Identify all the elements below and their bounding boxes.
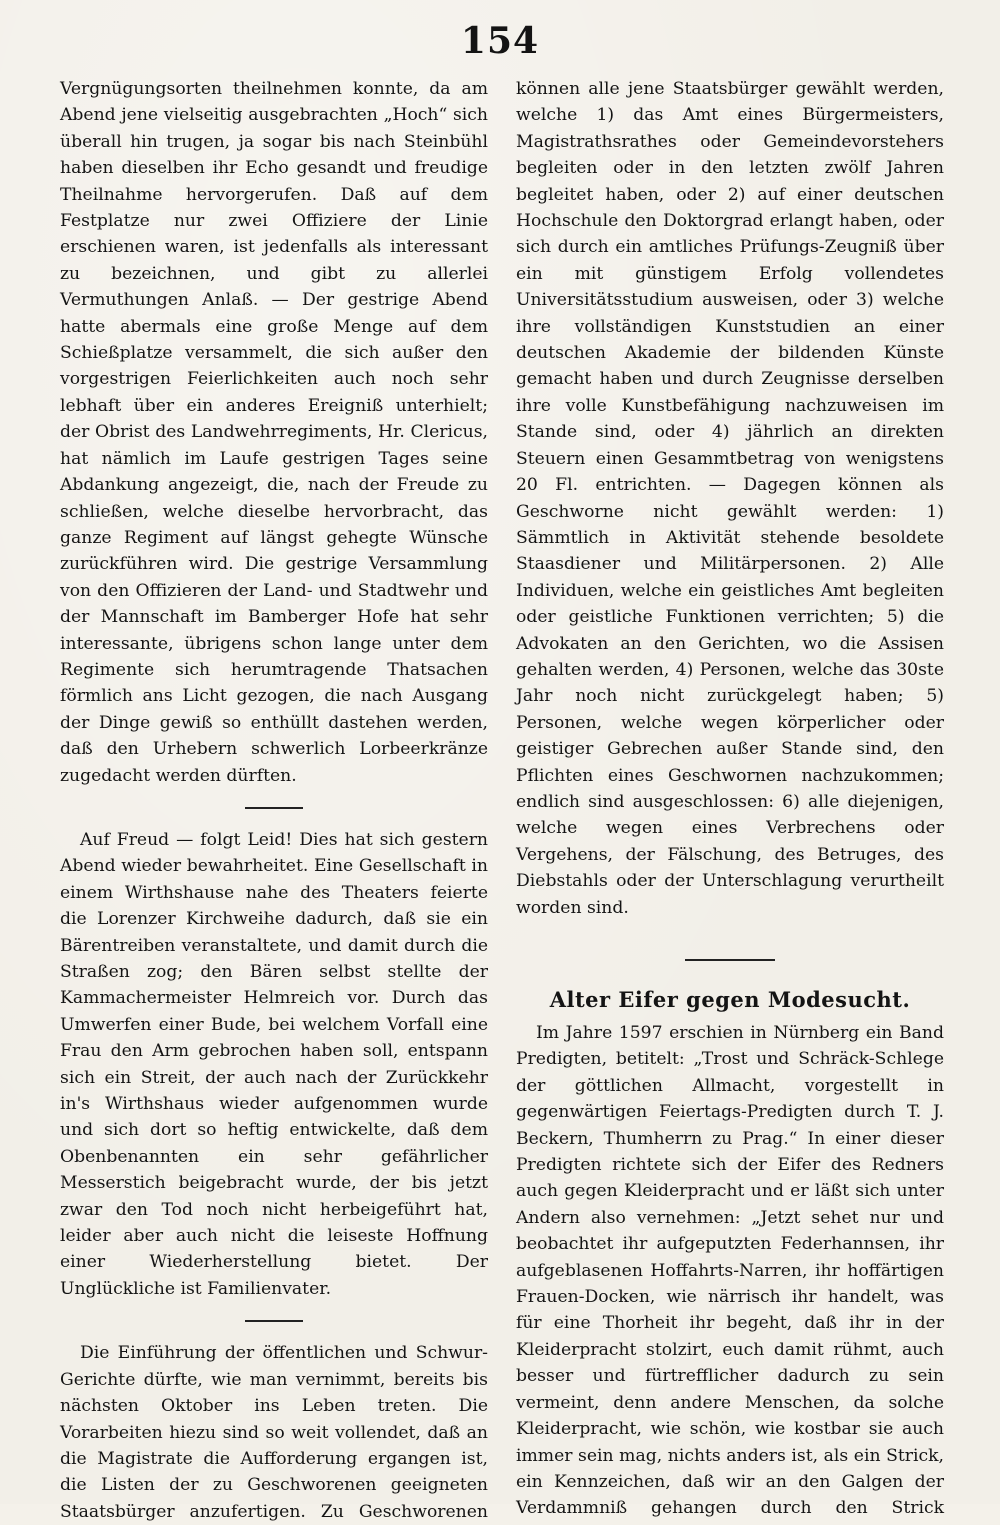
article-text-brawl: Auf Freud — folgt Leid! Dies hat sich gestern Abend wieder bewahrheitet. Eine Gesellschaft in einem Wirthshause nahe des Theaters feierte die Lorenzer Kirchweihe dadurch, daß sie ein Bärentreiben veranstaltete, und damit durch die Straßen zog; den Bären selbst stellte der Kammachermeister Helmreich vor. Durch das Umwerfen einer Bude, bei welchem Vorfall eine Frau den Arm gebrochen haben soll, entspann sich ein Streit, der auch nach der Zurückkehr in's Wirthshaus wieder aufgenommen wurde und sich dort so heftig entwickelte, daß dem Obenbenannten ein sehr gefährlicher Messerstich beigebracht wurde, der bis jetzt zwar den Tod noch nicht herbeigeführt hat, leider aber auch nicht die leiseste Hoffnung einer Wiederherstellung bietet. Der Unglückliche ist Familienvater.	[60, 829, 488, 1299]
article-text-jury-courts-continued: können alle jene Staatsbürger gewählt werden, welche 1) das Amt eines Bürgermeisters, Magistrathsrathes oder Gemeindevorstehers begleiten oder in den letzten zwölf Jahren begleitet haben, oder 2) auf einer deutschen Hochschule den Doktorgrad erlangt haben, oder sich durch ein amtliches Prüfungs-Zeugniß über ein mit günstigem Erfolg vollendetes Universitätsstudium ausweisen, oder 3) welche ihre vollständigen Kunststudien an einer deutschen Akademie der bildenden Künste gemacht haben und durch Zeugnisse derselben ihre volle Kunstbefähigung nachzuweisen im Stande sind, oder 4) jährlich an direkten Steuern einen Gesammtbetrag von wenigstens 20 Fl. entrichten. — Dagegen können als Geschworne nicht gewählt werden: 1) Sämmtlich in Aktivität stehende besoldete Staasdiener und Militärpersonen. 2) Alle Individuen, welche ein geistliches Amt begleiten oder geistliche Funktionen verrichten; 5) die Advokaten an den Gerichten, wo die Assisen gehalten werden, 4) Personen, welche das 30ste Jahr noch nicht zurückgelegt haben; 5) Personen, welche wegen körperlicher oder geistiger Gebrechen außer Stande sind, den Pflichten eines Geschwornen nachzukommen; endlich sind ausgeschlossen: 6) alle diejenigen, welche wegen eines Verbrechens oder Vergehens, der Fälschung, des Betruges, des Diebstahls oder der Unterschlagung verurtheilt worden sind.	[516, 79, 944, 918]
page-number: 154	[460, 20, 540, 62]
separator-rule	[245, 807, 303, 809]
separator-rule	[685, 959, 775, 961]
article-text-fashion: Im Jahre 1597 erschien in Nürnberg ein Band Predigten, betitelt: „Trost und Schräck-Schlege der göttlichen Allmacht, vorgestellt in gegenwärtigen Feiertags-Predigten durch T. J. Beckern, Thumherrn zu Prag.“ In einer dieser Predigten richtete sich der Eifer des Redners auch gegen Kleiderpracht und er läßt sich unter Andern also vernehmen: „Jetzt sehet nur und beobachtet ihr aufgeputzten Federhannsen, ihr aufgeblasenen Hoffahrts-Narren, ihr hoffärtigen Frauen-Docken, wie närrisch ihr handelt, was für eine Thorheit ihr begeht, daß ihr in der Kleiderpracht stolzirt, euch damit rühmt, auch besser und fürtrefflicher dadurch zu sein vermeint, denn andere Menschen, da solche Kleiderpracht, wie schön, wie kostbar sie auch immer sein mag, nichts anders ist, als ein Strick, ein Kennzeichen, daß wir an den Galgen der Verdammniß gehangen durch den Strick	[516, 1023, 944, 1519]
left-column	[60, 76, 488, 1525]
separator-rule	[245, 1320, 303, 1322]
article-text-jury-courts: Die Einführung der öffentlichen und Schwur-Gerichte dürfte, wie man vernimmt, bereits bis nächsten Oktober ins Leben treten. Die Vorarbeiten hiezu sind so weit vollendet, daß an die Magistrate die Aufforderung ergangen ist, die Listen der zu Geschworenen geeigneten Staatsbürger anzufertigen. Zu Geschworenen	[60, 1343, 488, 1522]
article-heading: Alter Eifer gegen Modesucht.	[549, 987, 911, 1012]
article-text-festival: Vergnügungsorten theilnehmen konnte, da am Abend jene vielseitig ausgebrachten „Hoch“ sich überall hin trugen, ja sogar bis nach Steinbühl haben dieselben ihr Echo gesandt und freudige Theilnahme hervorgerufen. Daß auf dem Festplatze nur zwei Offiziere der Linie erschienen waren, ist jedenfalls als interessant zu bezeichnen, und gibt zu allerlei Vermuthungen Anlaß. — Der gestrige Abend hatte abermals eine große Menge auf dem Schießplatze versammelt, die sich außer den vorgestrigen Feierlichkeiten auch noch sehr lebhaft über ein anderes Ereigniß unterhielt; der Obrist des Landwehrregiments, Hr. Clericus, hat nämlich im Laufe gestrigen Tages seine Abdankung angezeigt, die, nach der Freude zu schließen, welche dieselbe hervorbracht, das ganze Regiment auf längst gehegte Wünsche zurückführen wird. Die gestrige Versammlung von den Offizieren der Land- und Stadtwehr und der Mannschaft im Bamberger Hofe hat sehr interessante, übrigens schon lange unter dem Regimente sich herumtragende Thatsachen förmlich ans Licht gezogen, die nach Ausgang der Dinge gewiß so enthüllt dastehen werden, daß den Urhebern schwerlich Lorbeerkränze zugedacht werden dürften.	[60, 79, 488, 786]
right-column	[516, 76, 944, 1522]
